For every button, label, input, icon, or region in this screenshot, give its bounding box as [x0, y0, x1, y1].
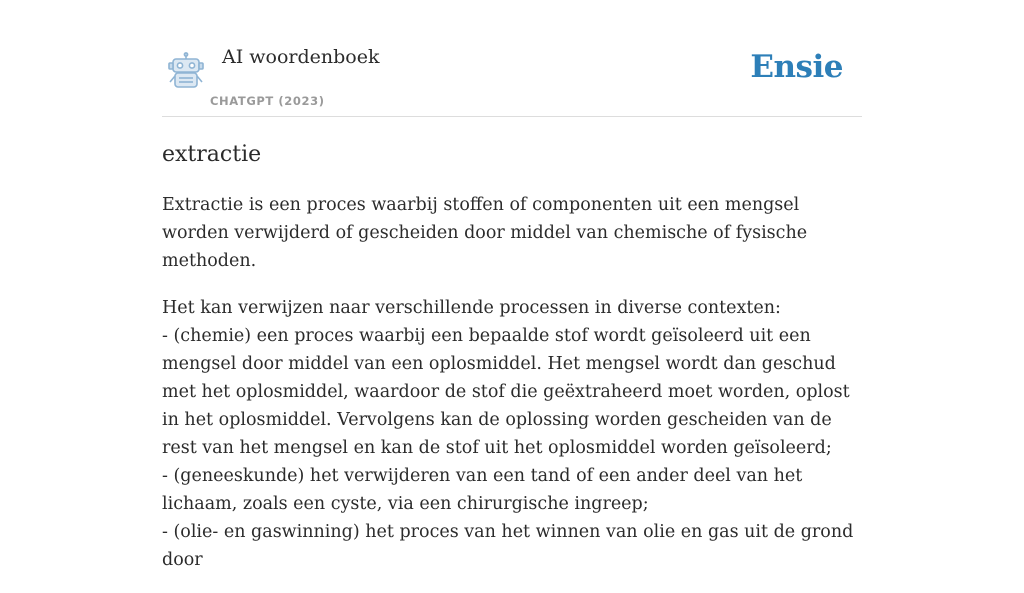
definition-paragraph: Het kan verwijzen naar verschillende processen in diverse contexten: - (chemie) een proces waarbij een bepaalde stof wordt geïsoleerd uit een mengsel door middel van een oplosmiddel. Het mengsel wordt dan geschud met het oplosmiddel, waardoor de stof die geëxtraheerd moet worden, oplost in het oplosmiddel. Vervolgens kan de oplossing worden gescheiden van de rest van het mengsel en kan de stof uit het oplosmiddel worden geïsoleerd; - (geneeskunde) het verwijderen van een tand of een ander deel van het lichaam, zoals een cyste, via een chirurgische ingreep; - (olie- en gaswinning) het proces van het winnen van olie en gas uit de grond door: [162, 298, 854, 570]
entry-header: [162, 0, 862, 117]
entry-definition: [162, 191, 862, 574]
ensie-logo-link[interactable]: Ensie: [750, 49, 843, 85]
entry-word: extractie: [162, 142, 262, 167]
source-subtitle: CHATGPT (2023): [210, 94, 325, 108]
page-container: [162, 0, 862, 593]
robot-icon: [166, 52, 206, 90]
definition-paragraph: Extractie is een proces waarbij stoffen of componenten uit een mengsel worden verwijderd of gescheiden door middel van chemische of fysische methoden.: [162, 195, 808, 271]
source-title[interactable]: AI woordenboek: [222, 46, 380, 68]
